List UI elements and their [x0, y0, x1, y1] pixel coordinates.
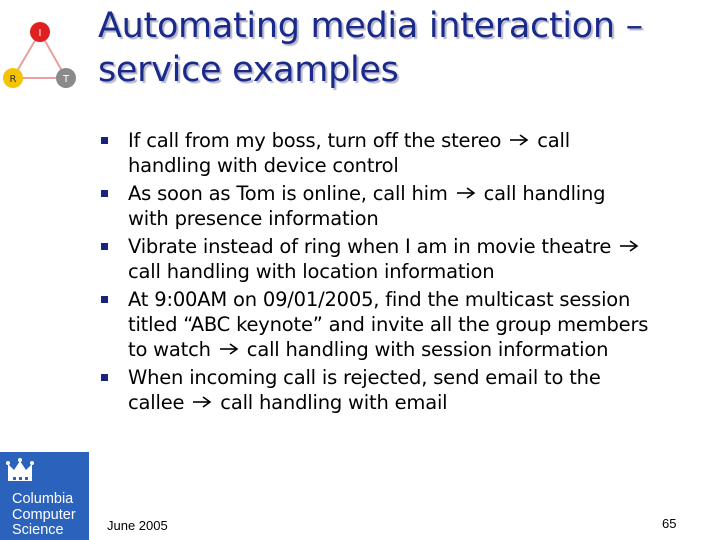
node-r-label: R [9, 74, 17, 85]
bullet-text: When incoming call is rejected, send email to the [128, 366, 601, 389]
right-arrow-icon [456, 187, 476, 199]
bullet-line [128, 206, 710, 231]
bullet-item [98, 234, 710, 284]
bullet-line [128, 234, 710, 259]
bullet-line [128, 390, 710, 415]
bullet-text: to watch [128, 338, 217, 361]
slide-title [98, 4, 708, 92]
bullet-text: call handling with email [214, 391, 448, 414]
bullet-text: As soon as Tom is online, call him [128, 182, 454, 205]
node-t-label: T [62, 74, 70, 85]
bullet-text: Vibrate instead of ring when I am in movie theatre [128, 235, 618, 258]
bullet-square-icon [101, 243, 108, 250]
right-arrow-icon [192, 396, 212, 408]
bullet-line [128, 365, 710, 390]
bullet-text: call handling with session information [240, 338, 609, 361]
bullet-item [98, 287, 710, 362]
bullet-line [128, 337, 710, 362]
bullet-line [128, 181, 710, 206]
logo-text-line-1: Columbia [12, 491, 74, 507]
bullet-square-icon [101, 190, 108, 197]
bullet-list [98, 128, 710, 418]
irt-triangle-logo [0, 14, 80, 94]
footer-date: June 2005 [107, 518, 168, 533]
bullet-item [98, 365, 710, 415]
right-arrow-icon [509, 134, 529, 146]
bullet-text: with presence information [128, 207, 379, 230]
bullet-text: titled “ABC keynote” and invite all the group members [128, 313, 649, 336]
logo-text [12, 492, 76, 539]
bullet-item [98, 181, 710, 231]
slide-title-line-1: Automating media interaction – [98, 6, 643, 46]
bullet-text: If call from my boss, turn off the stereo [128, 129, 508, 152]
slide-title-line-2: service examples [98, 50, 399, 90]
page-number: 65 [662, 516, 677, 531]
crown-icon [5, 458, 35, 484]
bullet-line [128, 259, 710, 284]
bullet-square-icon [101, 374, 108, 381]
bullet-text: call handling [477, 182, 606, 205]
bullet-text: handling with device control [128, 154, 399, 177]
bullet-square-icon [101, 137, 108, 144]
bullet-text: call [531, 129, 570, 152]
bullet-line [128, 312, 710, 337]
bullet-line [128, 153, 710, 178]
bullet-text: callee [128, 391, 191, 414]
logo-text-line-3: Science [12, 522, 64, 538]
bullet-square-icon [101, 296, 108, 303]
node-i-label: I [38, 28, 42, 39]
bullet-text: At 9:00AM on 09/01/2005, find the multicast session [128, 288, 631, 311]
columbia-cs-logo [0, 452, 89, 540]
bullet-item [98, 128, 710, 178]
right-arrow-icon [619, 240, 639, 252]
right-arrow-icon [219, 343, 239, 355]
bullet-line [128, 287, 710, 312]
bullet-text: call handling with location information [128, 260, 495, 283]
bullet-line [128, 128, 710, 153]
logo-text-line-2: Computer [12, 506, 76, 523]
